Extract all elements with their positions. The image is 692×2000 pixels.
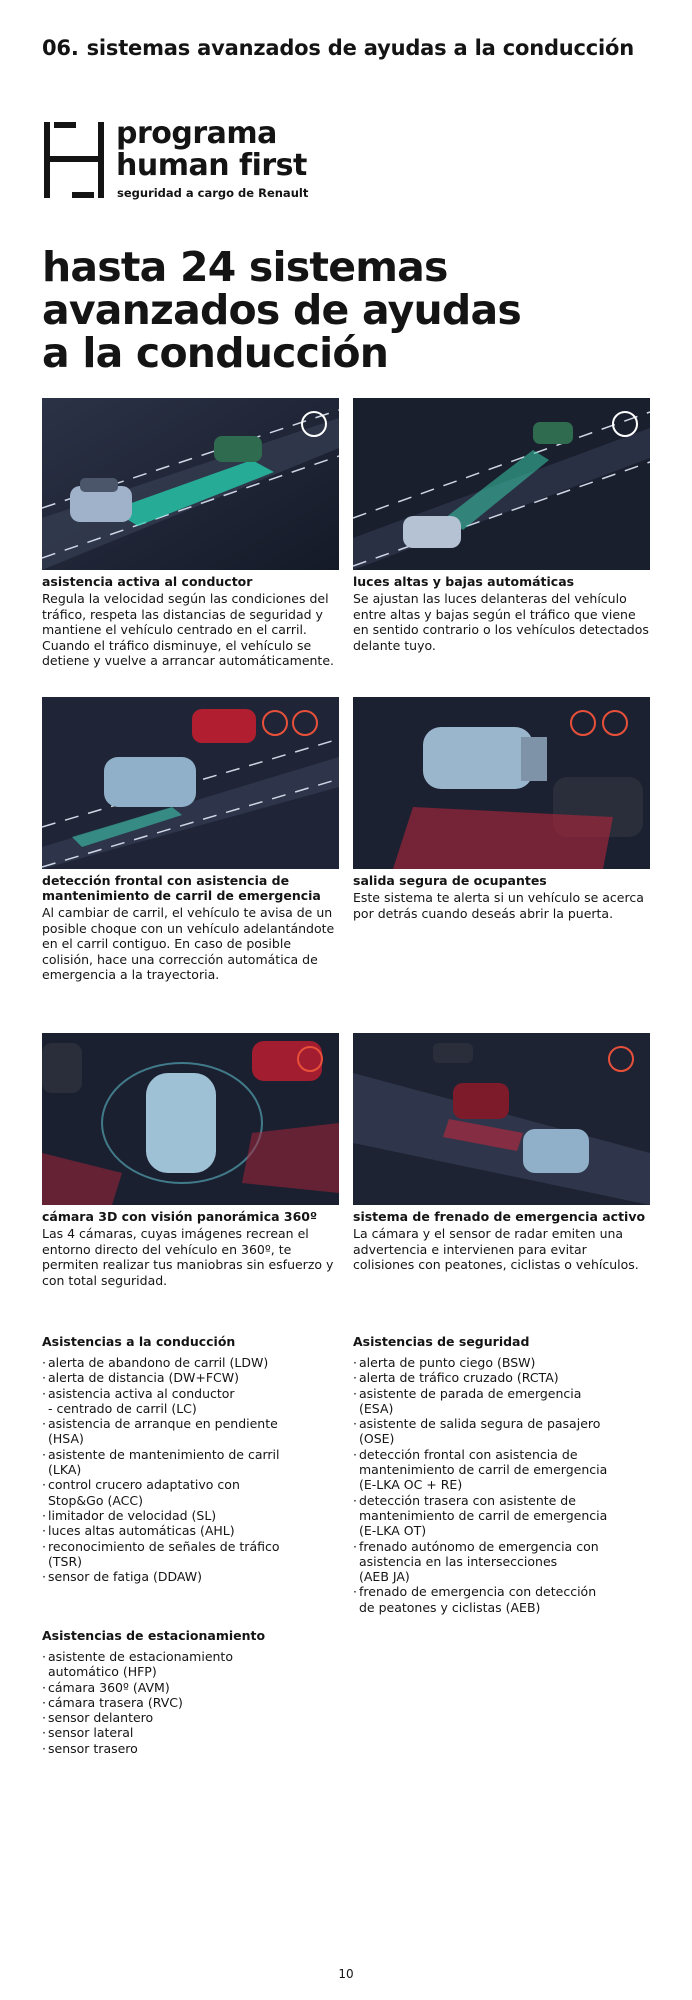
list-item: automático (HFP) bbox=[48, 1664, 157, 1680]
feature-title: sistema de frenado de emergencia activo bbox=[353, 1209, 646, 1224]
list-item: · cámara 360º (AVM) bbox=[42, 1680, 342, 1695]
list-item: · asistente de salida segura de pasajero bbox=[353, 1416, 653, 1431]
feature-description: Se ajustan las luces delanteras del vehículo entre altas y bajas según el tráfico que viene en sentido contrario o los vehículos detectados delante tuyo. bbox=[353, 591, 649, 653]
safe-exit-photo bbox=[353, 697, 650, 869]
list-item: · asistente de parada de emergencia bbox=[353, 1386, 653, 1401]
headline-line: a la conducción bbox=[42, 329, 389, 377]
section-title: sistemas avanzados de ayudas a la conducción bbox=[86, 36, 635, 60]
safety-assist-list bbox=[353, 1334, 653, 1615]
list-items bbox=[42, 1649, 342, 1756]
list-item: · alerta de abandono de carril (LDW) bbox=[42, 1355, 342, 1370]
list-item: · frenado de emergencia con detección bbox=[353, 1584, 653, 1599]
logo-tagline: seguridad a cargo de Renault bbox=[117, 186, 309, 200]
section-heading bbox=[42, 36, 662, 60]
list-item: · asistencia activa al conductor bbox=[42, 1386, 342, 1401]
list-item: · reconocimiento de señales de tráfico bbox=[42, 1539, 342, 1554]
list-item: · asistente de mantenimiento de carril bbox=[42, 1447, 342, 1462]
list-item: · sensor lateral bbox=[42, 1725, 342, 1740]
page-number: 10 bbox=[338, 1967, 354, 1981]
list-item: mantenimiento de carril de emergencia bbox=[359, 1462, 608, 1478]
feature-card bbox=[353, 697, 650, 921]
feature-title: asistencia activa al conductor bbox=[42, 574, 253, 589]
feature-title: luces altas y bajas automáticas bbox=[353, 574, 575, 589]
list-heading: Asistencias de estacionamiento bbox=[42, 1628, 266, 1643]
lane-keep-emergency-photo bbox=[42, 697, 339, 869]
logo-line-2: human first bbox=[116, 148, 307, 183]
list-item: · detección trasera con asistente de bbox=[353, 1493, 653, 1508]
driving-assist-list bbox=[42, 1334, 342, 1584]
list-heading: Asistencias a la conducción bbox=[42, 1334, 236, 1349]
list-item: (OSE) bbox=[359, 1431, 395, 1447]
list-item: · detección frontal con asistencia de bbox=[353, 1447, 653, 1462]
list-item: · alerta de tráfico cruzado (RCTA) bbox=[353, 1370, 653, 1385]
feature-description: La cámara y el sensor de radar emiten una advertencia e intervienen para evitar colisiones con peatones, ciclistas o vehículos. bbox=[353, 1226, 639, 1272]
active-driver-assist-photo bbox=[42, 398, 339, 570]
feature-title: detección frontal con asistencia de mantenimiento de carril de emergencia bbox=[42, 873, 321, 903]
feature-card bbox=[353, 398, 650, 653]
feature-card bbox=[42, 398, 339, 669]
list-item: · alerta de punto ciego (BSW) bbox=[353, 1355, 653, 1370]
list-item: · limitador de velocidad (SL) bbox=[42, 1508, 342, 1523]
list-item: (ESA) bbox=[359, 1400, 394, 1416]
list-item: (LKA) bbox=[48, 1462, 82, 1478]
feature-title: salida segura de ocupantes bbox=[353, 873, 547, 888]
list-item: - centrado de carril (LC) bbox=[48, 1400, 197, 1416]
list-item: · luces altas automáticas (AHL) bbox=[42, 1523, 342, 1538]
list-item: (AEB JA) bbox=[359, 1569, 410, 1585]
page-headline bbox=[42, 243, 642, 377]
list-item: mantenimiento de carril de emergencia bbox=[359, 1507, 608, 1523]
parking-assist-list bbox=[42, 1628, 342, 1756]
camera-360-photo bbox=[42, 1033, 339, 1205]
feature-description: Regula la velocidad según las condiciones del tráfico, respeta las distancias de seguridad y mantiene el vehículo centrado en el carril. Cuando el tráfico disminuye, el vehículo se detiene y vuelve a arrancar automáticamente. bbox=[42, 591, 334, 668]
list-items bbox=[353, 1355, 653, 1615]
h-monogram-icon bbox=[42, 118, 106, 202]
list-item: (HSA) bbox=[48, 1431, 84, 1447]
list-item: de peatones y ciclistas (AEB) bbox=[359, 1599, 541, 1615]
list-item: · asistencia de arranque en pendiente bbox=[42, 1416, 342, 1431]
list-item: · sensor de fatiga (DDAW) bbox=[42, 1569, 342, 1584]
headline-line: avanzados de ayudas bbox=[42, 286, 521, 334]
list-item: (E-LKA OT) bbox=[359, 1523, 427, 1539]
list-item: · asistente de estacionamiento bbox=[42, 1649, 342, 1664]
feature-description: Este sistema te alerta si un vehículo se acerca por detrás cuando deseás abrir la puerta. bbox=[353, 890, 644, 921]
list-item: · control crucero adaptativo con bbox=[42, 1477, 342, 1492]
list-item: · sensor delantero bbox=[42, 1710, 342, 1725]
list-item: · sensor trasero bbox=[42, 1741, 342, 1756]
feature-description: Las 4 cámaras, cuyas imágenes recrean el entorno directo del vehículo en 360º, te permiten realizar tus maniobras sin esfuerzo y con total seguridad. bbox=[42, 1226, 334, 1288]
list-item: · cámara trasera (RVC) bbox=[42, 1695, 342, 1710]
logo-line-1: programa bbox=[116, 116, 277, 151]
auto-high-beam-photo bbox=[353, 398, 650, 570]
list-item: (E-LKA OC + RE) bbox=[359, 1477, 463, 1493]
human-first-logo bbox=[42, 118, 342, 202]
list-items bbox=[42, 1355, 342, 1584]
list-heading: Asistencias de seguridad bbox=[353, 1334, 530, 1349]
list-item: · alerta de distancia (DW+FCW) bbox=[42, 1370, 342, 1385]
feature-description: Al cambiar de carril, el vehículo te avisa de un posible choque con un vehículo adelantándote en el carril contiguo. En caso de posible colisión, hace una corrección automática de emergencia a la trayectoria. bbox=[42, 905, 335, 982]
emergency-braking-photo bbox=[353, 1033, 650, 1205]
section-number: 06. bbox=[42, 36, 79, 60]
feature-card bbox=[42, 697, 339, 983]
list-item: Stop&Go (ACC) bbox=[48, 1492, 144, 1508]
list-item: · frenado autónomo de emergencia con bbox=[353, 1539, 653, 1554]
feature-card bbox=[353, 1033, 650, 1273]
headline-line: hasta 24 sistemas bbox=[42, 243, 448, 291]
list-item: asistencia en las intersecciones bbox=[359, 1553, 558, 1569]
list-item: (TSR) bbox=[48, 1553, 83, 1569]
feature-card bbox=[42, 1033, 339, 1288]
feature-title: cámara 3D con visión panorámica 360º bbox=[42, 1209, 318, 1224]
